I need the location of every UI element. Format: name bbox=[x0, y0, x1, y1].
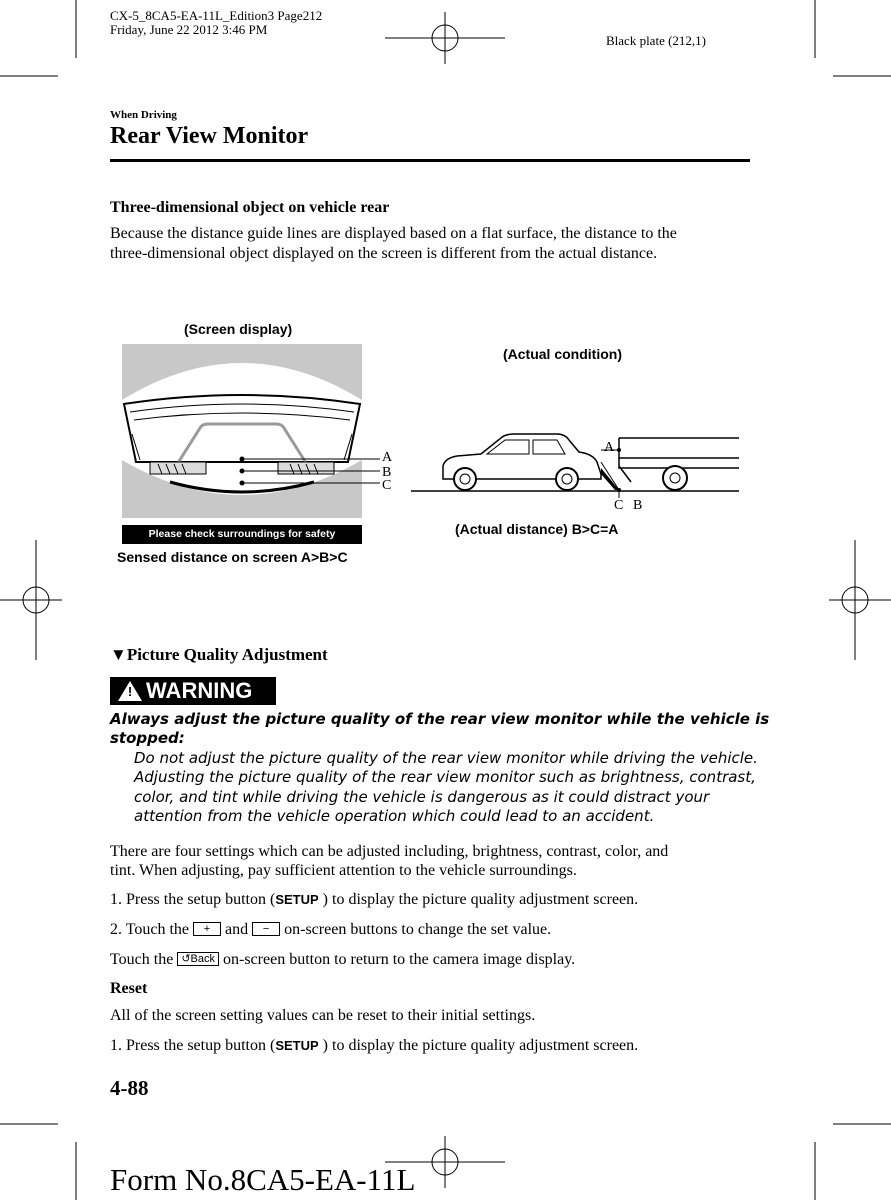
suv-silhouette bbox=[443, 434, 601, 490]
actual-condition-illustration bbox=[405, 422, 745, 522]
intro-line2: three-dimensional object displayed on the screen is different from the actual distance. bbox=[110, 245, 658, 262]
step-2-text-mid: and bbox=[221, 921, 253, 938]
sensed-distance-caption: Sensed distance on screen A>B>C bbox=[117, 549, 348, 565]
warning-banner bbox=[110, 677, 276, 705]
screen-display-caption: (Screen display) bbox=[184, 321, 293, 337]
intro-line1: Because the distance guide lines are displayed based on a flat surface, the distance to the bbox=[110, 225, 677, 242]
back-text-start: Touch the bbox=[110, 951, 178, 968]
safety-banner: Please check surroundings for safety bbox=[148, 528, 336, 540]
reset-setup-key: SETUP bbox=[275, 1038, 319, 1053]
minus-button-icon: − bbox=[252, 922, 280, 936]
pqa-title: Picture Quality Adjustment bbox=[126, 645, 328, 664]
back-key-label: Back bbox=[190, 953, 215, 965]
back-arrow-icon: ↺ bbox=[181, 953, 191, 965]
triangle-down-icon: ▼ bbox=[110, 645, 127, 664]
file-info-line2: Friday, June 22 2012 3:46 PM bbox=[110, 22, 268, 37]
actual-label-b: B bbox=[633, 498, 643, 513]
warning-bold-line2: stopped: bbox=[110, 729, 185, 747]
reset-heading: Reset bbox=[110, 980, 148, 997]
warning-label: WARNING bbox=[146, 678, 253, 703]
page-title: Rear View Monitor bbox=[110, 123, 309, 149]
pqa-heading bbox=[110, 645, 328, 665]
actual-label-c: C bbox=[614, 498, 624, 513]
actual-label-a: A bbox=[604, 440, 615, 455]
step-2-text-end: on-screen buttons to change the set value. bbox=[280, 921, 552, 938]
section-label: When Driving bbox=[110, 109, 177, 121]
warning-bold-line1: Always adjust the picture quality of the rear view monitor while the vehicle is bbox=[110, 710, 770, 728]
step-2 bbox=[110, 920, 551, 940]
form-number: Form No.8CA5-EA-11L bbox=[110, 1162, 416, 1197]
reset-para: All of the screen setting values can be reset to their initial settings. bbox=[110, 1007, 536, 1024]
screen-label-c: C bbox=[382, 478, 392, 493]
step-1 bbox=[110, 890, 638, 910]
reset-step-1 bbox=[110, 1036, 638, 1056]
step-1-text-end: ) to display the picture quality adjustment screen. bbox=[318, 891, 639, 908]
intro-heading: Three-dimensional object on vehicle rear bbox=[110, 199, 390, 216]
trailer-silhouette bbox=[619, 438, 739, 490]
setup-key: SETUP bbox=[275, 892, 319, 907]
screen-display-illustration bbox=[118, 342, 398, 547]
back-button-icon bbox=[177, 952, 219, 966]
screen-label-b: B bbox=[382, 465, 392, 480]
settings-para-line2: tint. When adjusting, pay sufficient attention to the vehicle surroundings. bbox=[110, 862, 577, 879]
plate-info: Black plate (212,1) bbox=[606, 33, 706, 48]
settings-para-line1: There are four settings which can be adjusted including, brightness, contrast, color, and bbox=[110, 843, 669, 860]
step-1-text-start: 1. Press the setup button ( bbox=[110, 891, 276, 908]
page-number: 4-88 bbox=[110, 1076, 149, 1100]
step-2-text-start: 2. Touch the bbox=[110, 921, 194, 938]
warning-line3: color, and tint while driving the vehicle is dangerous as it could distract your bbox=[134, 788, 710, 806]
reset-step-1-text-start: 1. Press the setup button ( bbox=[110, 1037, 276, 1054]
plus-button-icon: + bbox=[193, 922, 221, 936]
warning-line1: Do not adjust the picture quality of the rear view monitor while driving the vehicle. bbox=[134, 749, 758, 767]
warning-line2: Adjusting the picture quality of the rear view monitor such as brightness, contrast, bbox=[134, 768, 756, 786]
file-info-line1: CX-5_8CA5-EA-11L_Edition3 Page212 bbox=[110, 8, 323, 23]
reset-step-1-text-end: ) to display the picture quality adjustment screen. bbox=[318, 1037, 639, 1054]
back-instruction bbox=[110, 950, 575, 970]
actual-condition-caption: (Actual condition) bbox=[503, 346, 622, 362]
warning-line4: attention from the vehicle operation which could lead to an accident. bbox=[134, 807, 655, 825]
title-rule bbox=[110, 159, 750, 162]
screen-label-a: A bbox=[382, 450, 393, 465]
back-text-end: on-screen button to return to the camera image display. bbox=[219, 951, 576, 968]
actual-distance-caption: (Actual distance) B>C=A bbox=[455, 521, 619, 537]
exclamation-icon: ! bbox=[127, 684, 133, 699]
